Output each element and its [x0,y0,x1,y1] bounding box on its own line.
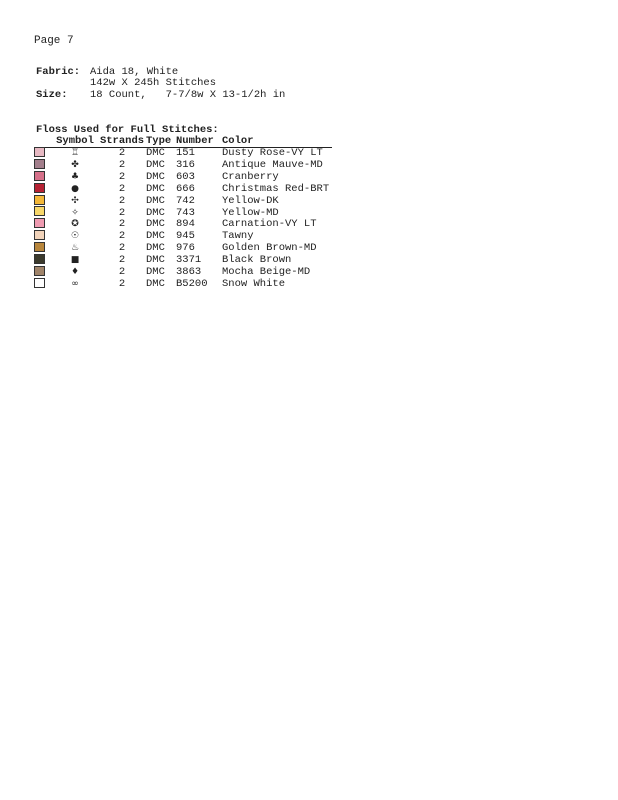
color-name-cell: Mocha Beige-MD [222,265,311,278]
page-number: Page 7 [34,35,74,47]
color-name-cell: Dusty Rose-VY LT [222,147,323,160]
color-swatch [34,159,45,169]
rook-icon: ♖ [70,148,80,159]
color-header: Color [222,136,332,148]
strands-cell: 2 [118,170,126,183]
symbol-cell [52,148,98,160]
outline-star-icon: ✧ [71,207,79,218]
color-name-cell: Carnation-VY LT [222,218,317,231]
number-cell: 603 [176,170,195,183]
number-cell: 316 [176,159,195,172]
club-icon: ♣ [70,171,80,182]
hot-springs-icon: ♨ [70,243,80,254]
number-cell: 151 [176,147,195,160]
floss-row [34,196,332,208]
symbol-cell [52,196,98,208]
color-swatch [34,242,45,252]
strands-cell: 2 [118,218,126,231]
number-cell: 666 [176,182,195,195]
type-cell: DMC [146,218,165,231]
floss-row [34,255,332,267]
color-swatch [34,195,45,205]
symbol-cell [52,267,98,279]
stitch-count: 142w X 245h Stitches [90,77,217,89]
four-balloon-cross-icon: ✣ [71,195,79,206]
type-header: Type [146,136,176,148]
number-cell: B5200 [176,277,208,290]
type-cell: DMC [146,194,165,207]
floss-row [34,148,332,160]
color-name-cell: Snow White [222,277,286,290]
color-name-cell: Golden Brown-MD [222,242,317,255]
four-club-flower-icon: ✤ [71,160,79,171]
floss-table-body [34,148,332,291]
diamond-icon: ♦ [70,266,80,277]
floss-table-header [34,136,332,148]
symbol-cell [52,172,98,184]
circled-star-icon: ✪ [71,219,79,230]
swatch-header [34,136,52,148]
type-cell: DMC [146,206,165,219]
type-cell: DMC [146,230,165,243]
filled-circle-icon: ● [71,183,79,194]
swatch-cell [34,279,52,291]
floss-section-title: Floss Used for Full Stitches: [36,124,219,136]
fabric-value: Aida 18, White [90,66,179,78]
symbol-cell [52,207,98,219]
number-cell: 742 [176,194,195,207]
strands-cell: 2 [118,254,126,267]
color-name-cell: Antique Mauve-MD [222,159,323,172]
color-swatch [34,278,45,288]
number-cell: 3863 [176,265,202,278]
infinity-icon: ∞ [71,278,79,289]
symbol-cell [52,231,98,243]
symbol-cell [52,219,98,231]
strands-cell: 2 [118,159,126,172]
strands-cell: 2 [118,182,126,195]
color-swatch [34,147,45,157]
floss-row [34,160,332,172]
floss-table [34,136,332,291]
symbol-cell [52,160,98,172]
fabric-label: Fabric: [36,66,81,78]
size-value: 18 Count, 7-7/8w X 13-1/2h in [90,89,286,101]
symbol-cell [52,184,98,196]
number-header: Number [176,136,222,148]
symbol-cell [52,279,98,291]
number-cell: 894 [176,218,195,231]
color-swatch [34,218,45,228]
type-cell: DMC [146,254,165,267]
strands-cell: 2 [118,265,126,278]
type-cell: DMC [146,159,165,172]
color-swatch [34,230,45,240]
color-name-cell: Christmas Red-BRT [222,182,330,195]
floss-row [34,172,332,184]
strands-cell: 2 [118,242,126,255]
color-name-cell: Black Brown [222,254,292,267]
color-swatch [34,266,45,276]
color-name-cell: Cranberry [222,170,279,183]
floss-row [34,279,332,291]
type-cell: DMC [146,265,165,278]
type-cell: DMC [146,277,165,290]
filled-square-icon: ■ [70,255,80,266]
circle-dot-icon: ☉ [70,231,80,242]
color-swatch [34,254,45,264]
type-cell: DMC [146,182,165,195]
symbol-cell [52,255,98,267]
strands-header: Strands [99,135,145,147]
number-cell: 945 [176,230,195,243]
strands-cell: 2 [118,277,126,290]
strands-cell: 2 [118,230,126,243]
color-swatch [34,183,45,193]
color-swatch [34,206,45,216]
size-label: Size: [36,89,68,101]
type-cell: DMC [146,147,165,160]
type-cell: DMC [146,170,165,183]
floss-row [34,267,332,279]
strands-cell: 2 [118,194,126,207]
color-name-cell: Yellow-DK [222,194,279,207]
type-cell: DMC [146,242,165,255]
number-cell: 976 [176,242,195,255]
strands-cell: 2 [118,147,126,160]
color-name-cell: Tawny [222,230,254,243]
floss-row [34,184,332,196]
color-swatch [34,171,45,181]
color-name-cell: Yellow-MD [222,206,279,219]
number-cell: 743 [176,206,195,219]
symbol-header: Symbol [52,136,98,148]
symbol-cell [52,243,98,255]
strands-cell: 2 [118,206,126,219]
number-cell: 3371 [176,254,202,267]
